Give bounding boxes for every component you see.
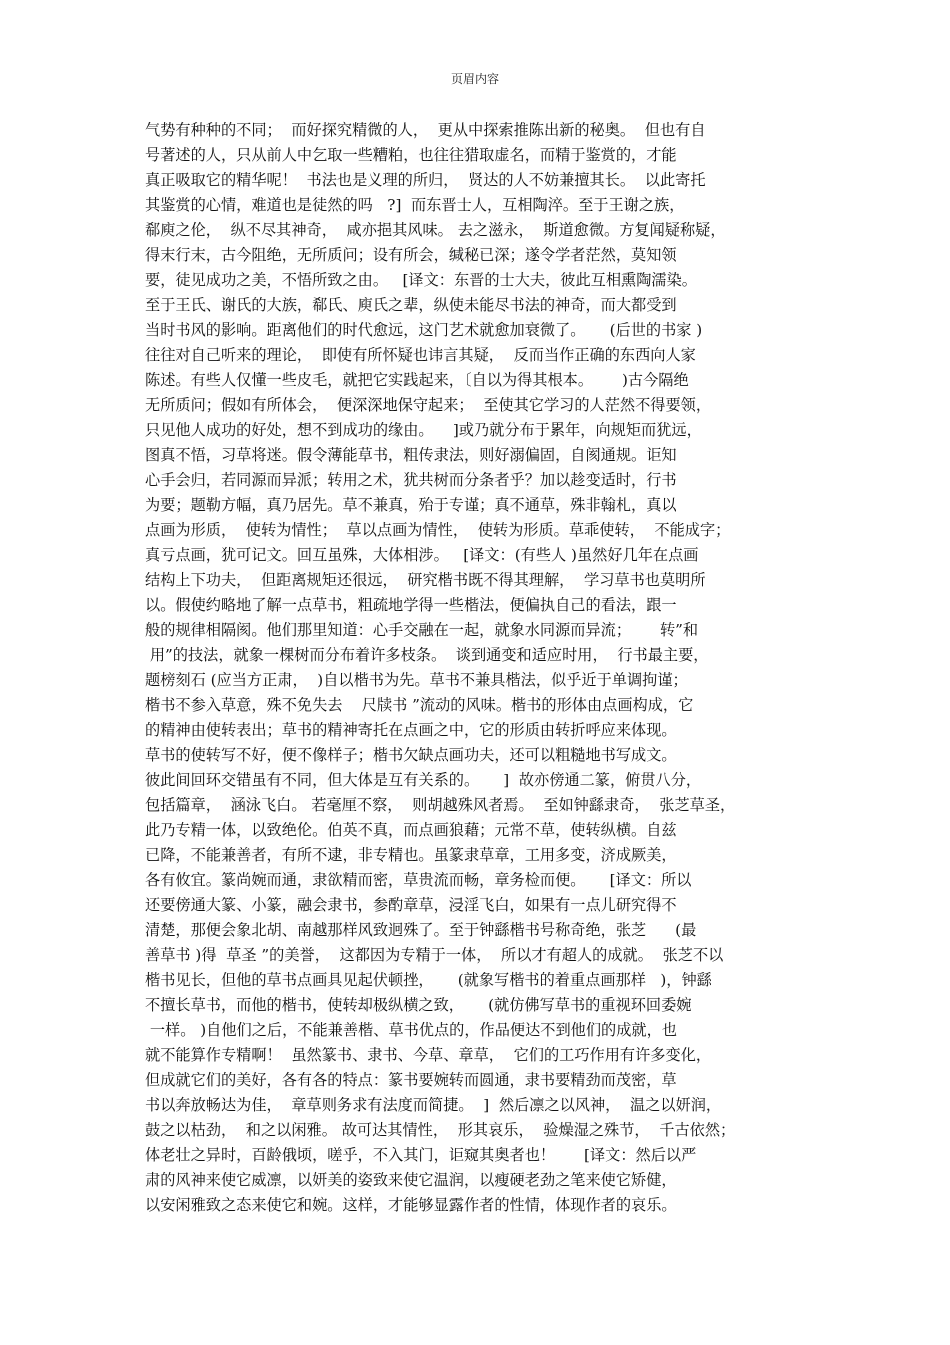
text-line: 气势有种种的不同； 而好探究精微的人， 更从中探索推陈出新的秘奥。 但也有自 [145, 121, 706, 139]
text-line: 体老壮之异时，百龄俄顷，嗟乎，不入其门，讵窥其奥者也！ [译文：然后以严 [145, 1146, 697, 1164]
header-divider [140, 92, 810, 93]
text-line: 号著述的人，只从前人中乞取一些糟粕，也往往猎取虚名，而精于鉴赏的，才能 [145, 146, 677, 164]
text-line: 但成就它们的美好，各有各的特点：篆书要婉转而圆通，隶书要精劲而茂密，草 [145, 1071, 677, 1089]
text-line: 其鉴赏的心情，难道也是徒然的吗 ?] 而东晋士人，互相陶淬。至于王谢之族， [145, 196, 685, 214]
text-line: 鼓之以枯劲， 和之以闲雅。 故可达其情性， 形其哀乐， 验燥湿之殊节， 千古依然； [145, 1121, 736, 1139]
text-line: 用”的技法，就象一棵树而分布着许多枝条。 谈到通变和适应时用， 行书最主要， [145, 646, 709, 664]
text-line: 书以奔放畅达为佳， 章草则务求有法度而简捷。 ] 然后凛之以风神， 温之以妍润， [145, 1096, 722, 1114]
text-line: 各有攸宜。篆尚婉而通，隶欲精而密，草贵流而畅，章务检而便。 [译文：所以 [145, 871, 692, 889]
text-line: 以安闲雅致之态来使它和婉。这样，才能够显露作者的性情，体现作者的哀乐。 [145, 1196, 677, 1214]
text-line: 已降，不能兼善者，有所不逮，非专精也。虽篆隶草章，工用多变，济成厥美， [145, 846, 677, 864]
text-line: 包括篇章， 涵泳飞白。 若毫厘不察， 则胡越殊风者焉。 至如钟繇隶奇， 张芝草圣， [145, 796, 736, 814]
text-line: 结构上下功夫， 但距离规矩还很远， 研究楷书既不得其理解， 学习草书也莫明所 [145, 571, 706, 589]
text-line: 当时书风的影响。距离他们的时代愈远，这门艺术就愈加衰微了。 (后世的书家 ) [145, 321, 703, 339]
text-line: 为要；题勒方幅，真乃居先。草不兼真，殆于专谨；真不通草，殊非翰札，真以 [145, 496, 677, 514]
text-line: 至于王氏、谢氏的大族，郗氏、庾氏之辈，纵使未能尽书法的神奇，而大都受到 [145, 296, 677, 314]
text-line: 般的规律相隔阂。他们那里知道：心手交融在一起，就象水同源而异流； 转”和 [145, 621, 699, 639]
text-line: 不擅长草书，而他的楷书，使转却极纵横之致， (就仿佛写草书的重视环回委婉 [145, 996, 692, 1014]
text-line: 题榜刻石 (应当方正肃， )自以楷书为先。草书不兼具楷法，似乎近于单调拘谨； [145, 671, 688, 689]
text-line: 此乃专精一体，以致绝伦。伯英不真，而点画狼藉；元常不草，使转纵横。自兹 [145, 821, 677, 839]
text-line: 就不能算作专精啊！ 虽然篆书、隶书、今草、章草， 它们的工巧作用有许多变化， [145, 1046, 712, 1064]
text-line: 清楚，那便会象北胡、南越那样风致迥殊了。至于钟繇楷书号称奇绝，张芝 (最 [145, 921, 697, 939]
text-line: 无所质问；假如有所体会， 便深深地保守起来； 至使其它学习的人茫然不得要领， [145, 396, 712, 414]
text-line: 彼此间回环交错虽有不同，但大体是互有关系的。 ] 故亦傍通二篆，俯贯八分， [145, 771, 702, 789]
text-line: 要，徒见成功之美，不悟所致之由。 [译文：东晋的士大夫，彼此互相熏陶濡染。 [145, 271, 697, 289]
text-line: 还要傍通大篆、小篆，融会隶书，参酌章草，浸淫飞白，如果有一点儿研究得不 [145, 896, 677, 914]
text-line: 的精神由使转表出；草书的精神寄托在点画之中，它的形质由转折呼应来体现。 [145, 721, 677, 739]
text-line: 楷书不参入草意，殊不免失去 尺牍书 ”流动的风味。楷书的形体由点画构成，它 [145, 696, 694, 714]
text-line: 以。假使约略地了解一点草书，粗疏地学得一些楷法，便偏执自己的看法，跟一 [145, 596, 677, 614]
text-line: 郗庾之伦， 纵不尽其神奇， 咸亦挹其风味。 去之滋永， 斯道愈微。方复闻疑称疑， [145, 221, 726, 239]
text-line: 一样。 )自他们之后，不能兼善楷、草书优点的，作品便达不到他们的成就，也 [145, 1021, 677, 1039]
body-text [145, 118, 805, 1218]
text-line: 善草书 )得 草圣 ”的美誉， 这都因为专精于一体， 所以才有超人的成就。 张芝不以 [145, 946, 724, 964]
text-line: 点画为形质， 使转为情性； 草以点画为情性， 使转为形质。草乖使转， 不能成字； [145, 521, 731, 539]
text-line: 往往对自己听来的理论， 即使有所怀疑也讳言其疑， 反而当作正确的东西向人家 [145, 346, 696, 364]
text-line: 图真不悟，习草将迷。假令薄能草书，粗传隶法，则好溺偏固，自阂通规。讵知 [145, 446, 677, 464]
page-header: 页眉内容 [450, 72, 499, 86]
text-line: 得末行末，古今阻绝，无所质问；设有所会，缄秘已深；遂令学者茫然，莫知领 [145, 246, 677, 264]
text-line: 陈述。有些人仅懂一些皮毛，就把它实践起来，〔自以为得其根本。 )古今隔绝 [145, 371, 689, 389]
text-line: 真亏点画，犹可记文。回互虽殊，大体相涉。 [译文：(有些人 )虽然好几年在点画 [145, 546, 699, 564]
text-line: 楷书见长，但他的草书点画具见起伏顿挫， (就象写楷书的着重点画那样 )，钟繇 [145, 971, 712, 989]
text-line: 草书的使转写不好，便不像样子；楷书欠缺点画功夫，还可以粗糙地书写成文。 [145, 746, 677, 764]
text-line: 真正吸取它的精华呢！ 书法也是义理的所归， 贤达的人不妨兼擅其长。 以此寄托 [145, 171, 706, 189]
text-line: 肃的风神来使它威凛，以妍美的姿致来使它温润，以瘦硬老劲之笔来使它矫健， [145, 1171, 677, 1189]
text-line: 心手会归，若同源而异派；转用之术，犹共树而分条者乎？加以趁变适时，行书 [145, 471, 677, 489]
text-line: 只见他人成功的好处，想不到成功的缘由。 ]或乃就分布于累年，向规矩而犹远， [145, 421, 702, 439]
